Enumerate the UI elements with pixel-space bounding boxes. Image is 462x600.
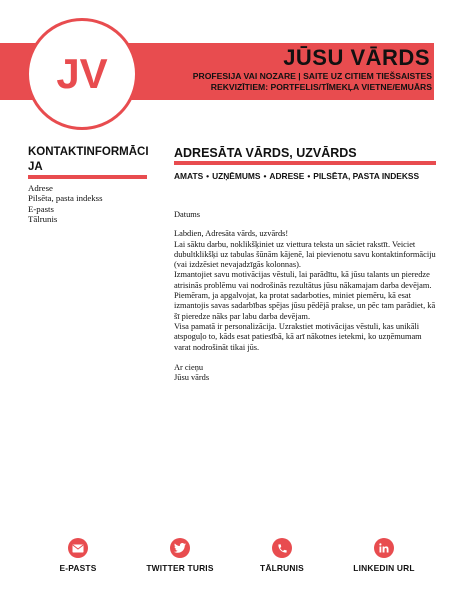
twitter-icon xyxy=(170,538,190,558)
profession-line-2: REKVIZĪTIEM: PORTFELIS/TĪMEKĻA VIETNE/EMUĀRS xyxy=(210,81,432,92)
recipient-name: ADRESĀTA VĀRDS, UZVĀRDS xyxy=(174,146,357,160)
letter-paragraph-2: Izmantojiet savu motivācijas vēstuli, lai parādītu, kā jūsu talants un pieredze atrisinās problēmu vai nodrošinās rezultātus jūsu nākamajam darba devējam. Piemēram, ja apgalvojat, ka protat sadarboties, miniet piemēru, kā esat izmantojis savas sadarbības spējas jūsu pēdējā prakse, un pēc tam parādiet, kā šī pieredze nāks par labu darba devējam. xyxy=(174,270,436,321)
footer-email[interactable] xyxy=(28,538,128,573)
contact-address: Adrese xyxy=(28,183,53,193)
contact-divider xyxy=(28,175,147,179)
letter-greeting: Labdien, Adresāta vārds, uzvārds! xyxy=(174,229,289,239)
monogram-circle xyxy=(26,18,138,130)
footer-linkedin[interactable] xyxy=(334,538,434,573)
contact-city-zip: Pilsēta, pasta indekss xyxy=(28,193,103,204)
recipient-company: UZŅĒMUMS xyxy=(212,171,261,181)
recipient-address: ADRESE xyxy=(269,171,305,181)
monogram-initials: JV xyxy=(56,50,108,97)
separator-dot: • xyxy=(307,171,311,181)
separator-dot: • xyxy=(206,171,210,181)
contact-email: E-pasts xyxy=(28,203,54,214)
contact-heading-line-2: JA xyxy=(28,161,43,173)
letter-signature: Jūsu vārds xyxy=(174,373,210,383)
footer-phone-label: TĀLRUNIS xyxy=(260,563,304,573)
letter-paragraph-3: Visa pamatā ir personalizācija. Uzrakstiet motivācijas vēstuli, kas unikāli atspoguļo to, kāds esat patiesībā, kā arī nākotnes ietekmi, ko uzņēmumam varat nodrošināt tikai jūs. xyxy=(174,321,422,352)
recipient-title: AMATS xyxy=(174,171,204,181)
separator-dot: • xyxy=(263,171,267,181)
letter-closing: Ar cieņu xyxy=(174,362,204,372)
footer-linkedin-label: LINKEDIN URL xyxy=(353,563,415,573)
footer-phone[interactable] xyxy=(232,538,332,573)
footer-twitter[interactable] xyxy=(130,538,230,573)
footer-email-label: E-PASTS xyxy=(59,563,97,573)
profession-line xyxy=(172,71,432,92)
recipient-details xyxy=(174,171,419,181)
letter-date: Datums xyxy=(174,210,201,219)
footer-twitter-label: TWITTER TURIS xyxy=(146,563,214,573)
email-icon xyxy=(68,538,88,558)
profession-line-1: PROFESIJA VAI NOZARE | SAITE UZ CITIEM TIEŠSAISTES xyxy=(192,71,432,81)
contact-heading-line-1: KONTAKTINFORMĀCI xyxy=(28,146,149,158)
contact-phone: Tālrunis xyxy=(28,214,58,225)
contact-list xyxy=(28,183,103,225)
linkedin-icon xyxy=(374,538,394,558)
phone-icon xyxy=(272,538,292,558)
candidate-name: JŪSU VĀRDS xyxy=(283,45,430,70)
letter-paragraph-1: Lai sāktu darbu, noklikšķiniet uz viettura teksta un sāciet rakstīt. Veiciet dubultklikšķi uz tabulas šūnām kājenē, lai pievienotu savu kontaktinformāciju (vai izdzēsiet nevajadzīgās kolonnas). xyxy=(174,239,436,270)
contact-heading xyxy=(28,145,148,175)
recipient-city-zip: PILSĒTA, PASTA INDEKSS xyxy=(313,171,420,181)
recipient-divider xyxy=(174,161,436,165)
letter-body xyxy=(174,210,436,383)
